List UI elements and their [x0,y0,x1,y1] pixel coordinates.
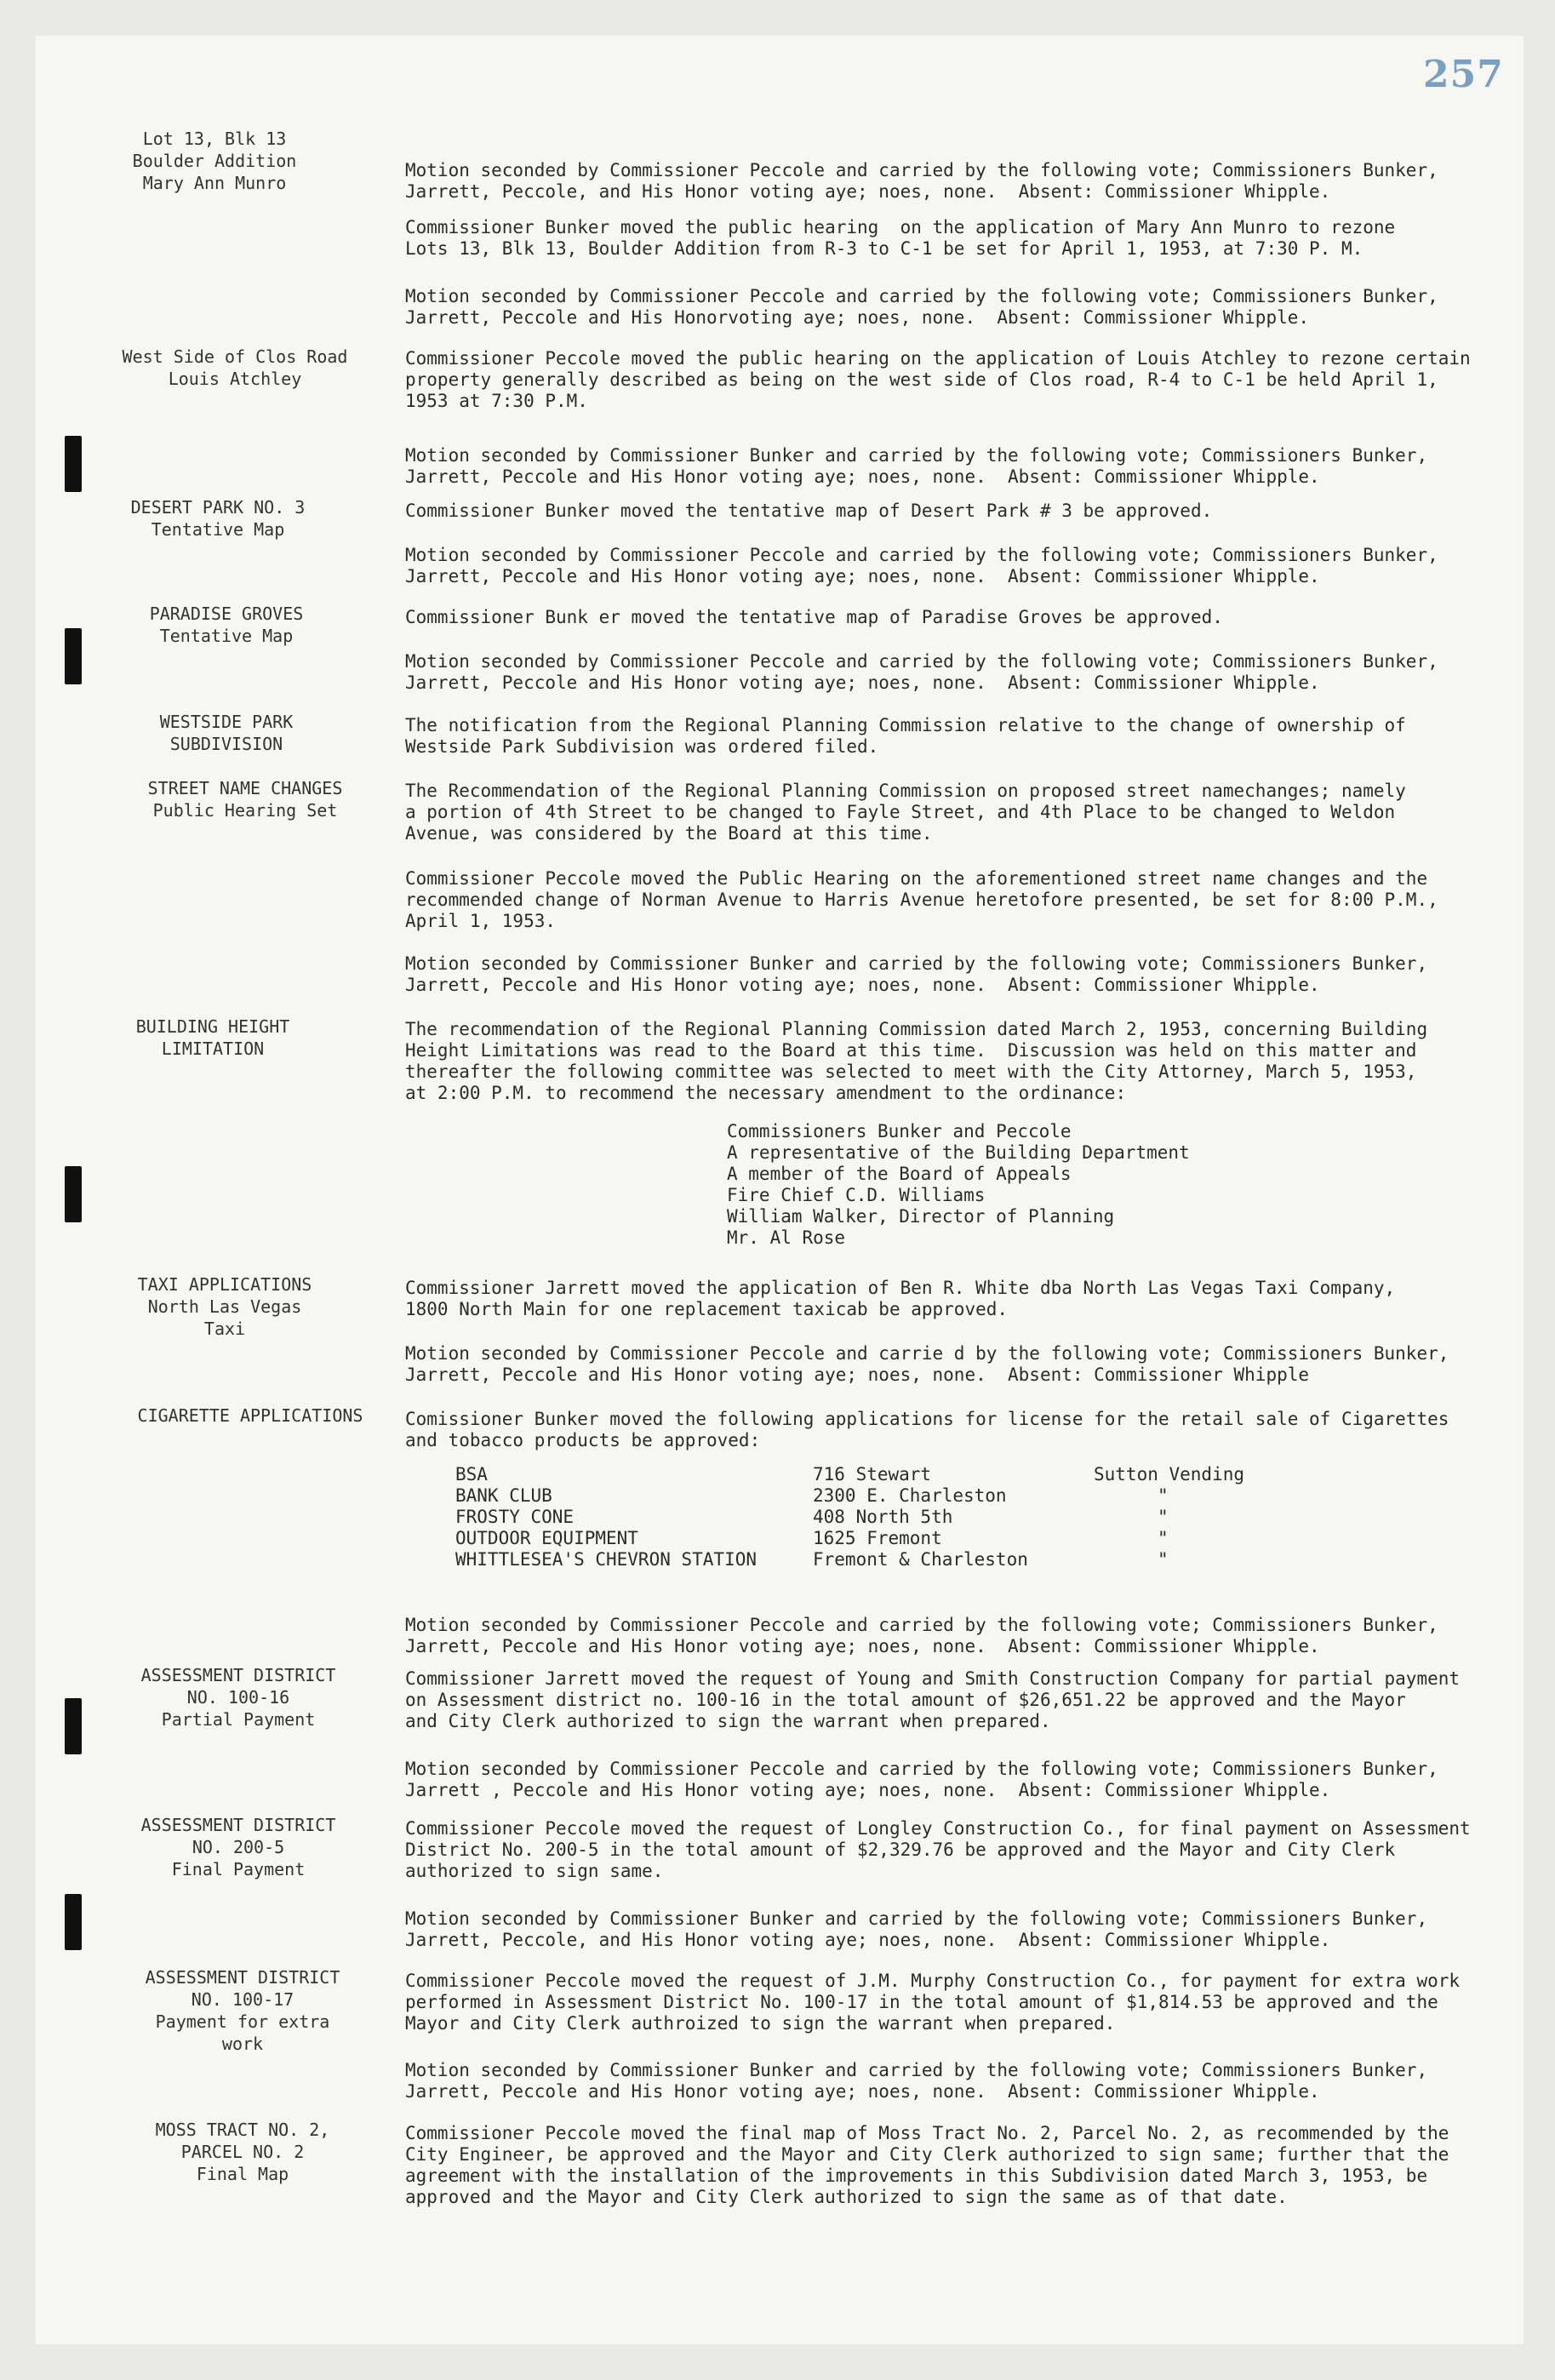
binder-hole-mark [65,1166,82,1222]
paragraph-line: property generally described as being on the west side of Clos road, R-4 to C-1 be held April 1, [405,369,1438,390]
paragraph-line: approved and the Mayor and City Clerk authorized to sign the same as of that date. [405,2187,1288,2207]
minutes-paragraph [405,1019,1478,1104]
license-address: 408 North 5th [813,1507,953,1527]
license-address: Fremont & Charleston [813,1549,1028,1570]
paragraph-line: Motion seconded by Commissioner Peccole and carried by the following vote; Commissioners Bunker, [405,1759,1438,1779]
committee-member: Fire Chief C.D. Williams [727,1185,986,1205]
license-vendor: " [1158,1528,1169,1548]
minutes-paragraph [405,1668,1478,1732]
binder-hole-mark [65,1698,82,1754]
license-name: BSA [455,1464,488,1485]
paragraph-line: Commissioner Peccole moved the request of J.M. Murphy Construction Co., for payment for extra work [405,1971,1461,1991]
margin-heading-line: Lot 13, Blk 13 [142,129,287,149]
paragraph-line: Jarrett, Peccole and His Honor voting aye; noes, none. Absent: Commissioner Whipple. [405,672,1320,693]
paragraph-line: Motion seconded by Commissioner Bunker and carried by the following vote; Commissioners Bunker, [405,2060,1428,2080]
margin-heading [85,1814,392,1880]
minutes-paragraph [405,1615,1478,1657]
paragraph-line: Jarrett, Peccole and His Honor voting aye; noes, none. Absent: Commissioner Whipple. [405,975,1320,995]
minutes-paragraph [405,868,1478,932]
paragraph-line: The notification from the Regional Planning Commission relative to the change of ownership of [405,715,1406,735]
license-vendor: " [1158,1485,1169,1506]
paragraph-line: Lots 13, Blk 13, Boulder Addition from R-3 to C-1 be set for April 1, 1953, at 7:30 P. M. [405,238,1363,259]
paragraph-line: Jarrett, Peccole and His Honor voting aye; noes, none. Absent: Commissioner Whipple [405,1364,1310,1385]
paragraph-line: Height Limitations was read to the Board at this time. Discussion was held on this matter and [405,1040,1417,1061]
paragraph-line: Jarrett, Peccole and His Honor voting aye; noes, none. Absent: Commissioner Whipple. [405,466,1320,487]
minutes-paragraph [405,2060,1478,2103]
margin-heading-line: CIGARETTE APPLICATIONS [137,1405,363,1426]
license-name: WHITTLESEA'S CHEVRON STATION [455,1549,757,1570]
margin-heading-line: North Las Vegas [147,1296,302,1317]
minutes-paragraph [405,1409,1478,1451]
paragraph-line: Jarrett, Peccole, and His Honor voting aye; noes, none. Absent: Commissioner Whipple. [405,181,1331,202]
paragraph-line: City Engineer, be approved and the Mayor and City Clerk authorized to sign same; further that the [405,2144,1449,2165]
minutes-paragraph [405,781,1478,844]
paragraph-line: Jarrett, Peccole, and His Honor voting aye; noes, none. Absent: Commissioner Whipple. [405,1930,1331,1950]
paragraph-line: agreement with the installation of the improvements in this Subdivision dated March 3, 1953, be [405,2165,1428,2186]
minutes-paragraph [405,1818,1478,1882]
paragraph-line: Motion seconded by Commissioner Bunker and carried by the following vote; Commissioners Bunker, [405,445,1428,466]
license-name: FROSTY CONE [455,1507,575,1527]
margin-heading-line: ASSESSMENT DISTRICT [140,1665,336,1685]
margin-heading-line: MOSS TRACT NO. 2, [155,2120,330,2140]
license-vendor: " [1158,1507,1169,1527]
margin-heading-line: DESERT PARK NO. 3 [130,497,306,518]
paragraph-line: Commissioner Jarrett moved the application of Ben R. White dba North Las Vegas Taxi Company, [405,1278,1396,1298]
paragraph-line: Motion seconded by Commissioner Peccole and carried by the following vote; Commissioners Bunker, [405,651,1438,672]
paragraph-line: Jarrett , Peccole and His Honor voting aye; noes, none. Absent: Commissioner Whipple. [405,1780,1331,1800]
margin-heading-line: STREET NAME CHANGES [147,778,343,798]
paragraph-line: Commissioner Peccole moved the Public Hearing on the aforementioned street name changes and the [405,868,1428,889]
minutes-paragraph [405,651,1478,694]
margin-heading-line: West Side of Clos Road [122,346,348,367]
paragraph-line: Commissioner Jarrett moved the request of Young and Smith Construction Company for partial payment [405,1668,1461,1689]
license-address: 1625 Fremont [813,1528,942,1548]
margin-heading-line: Tentative Map [159,626,294,646]
paragraph-line: Motion seconded by Commissioner Bunker and carried by the following vote; Commissioners Bunker, [405,1908,1428,1929]
license-name: OUTDOOR EQUIPMENT [455,1528,638,1548]
paragraph-line: Mayor and City Clerk authroized to sign the warrant when prepared. [405,2013,1116,2034]
margin-heading-line: ASSESSMENT DISTRICT [140,1815,336,1835]
paragraph-line: Motion seconded by Commissioner Peccole and carried by the following vote; Commissioners Bunker, [405,545,1438,565]
paragraph-line: authorized to sign same. [405,1861,664,1881]
license-name: BANK CLUB [455,1485,552,1506]
margin-heading [60,1016,366,1060]
margin-heading-line: TAXI APPLICATIONS [137,1274,312,1295]
margin-heading-line: Final Payment [171,1859,306,1879]
margin-heading-line: PARADISE GROVES [149,604,304,624]
paragraph-line: The Recommendation of the Regional Planning Commission on proposed street namechanges; namely [405,781,1406,801]
margin-heading-line: LIMITATION [161,1038,265,1059]
minutes-paragraph [405,1343,1478,1386]
margin-heading-line: PARCEL NO. 2 [180,2142,305,2162]
margin-heading-line: WESTSIDE PARK [159,712,294,732]
margin-heading [82,346,388,390]
committee-member: William Walker, Director of Planning [727,1206,1115,1227]
margin-heading [73,603,380,647]
margin-heading-line: Mary Ann Munro [142,173,287,193]
minutes-paragraph [405,1971,1478,2034]
paragraph-line: Commissioner Peccole moved the request of Longley Construction Co., for final payment on Assessment [405,1818,1471,1839]
paragraph-line: and tobacco products be approved: [405,1430,761,1450]
margin-heading [85,1664,392,1731]
margin-heading-line: NO. 100-16 [186,1687,290,1708]
paragraph-line: Motion seconded by Commissioner Bunker and carried by the following vote; Commissioners Bunker, [405,953,1428,974]
minutes-paragraph [405,715,1478,758]
paragraph-line: Commissioner Bunker moved the tentative map of Desert Park # 3 be approved. [405,501,1213,521]
margin-heading [92,777,398,821]
paragraph-line: The recommendation of the Regional Planning Commission dated March 2, 1953, concerning Building [405,1019,1428,1039]
minutes-paragraph [405,607,1478,628]
paragraph-line: 1800 North Main for one replacement taxicab be approved. [405,1299,1009,1319]
committee-list [727,1121,1190,1249]
page-number: 257 [1423,53,1504,96]
margin-heading [89,1966,396,2055]
paragraph-line: 1953 at 7:30 P.M. [405,391,588,411]
margin-heading [97,1405,403,1427]
committee-member: A member of the Board of Appeals [727,1164,1072,1184]
committee-member: A representative of the Building Department [727,1142,1190,1163]
minutes-paragraph [405,545,1478,587]
minutes-paragraph [405,953,1478,996]
margin-heading-line: SUBDIVISION [169,734,283,754]
minutes-paragraph [405,1278,1478,1320]
committee-member: Commissioners Bunker and Peccole [727,1121,1072,1141]
paragraph-line: Westside Park Subdivision was ordered filed. [405,736,879,757]
margin-heading-line: NO. 100-17 [191,1989,294,2010]
paragraph-line: recommended change of Norman Avenue to Harris Avenue heretofore presented, be set for 8:00 P.M., [405,890,1438,910]
paragraph-line: Motion seconded by Commissioner Peccole and carried by the following vote; Commissioners Bunker, [405,286,1438,306]
paragraph-line: Jarrett, Peccole and His Honor voting aye; noes, none. Absent: Commissioner Whipple. [405,2081,1320,2102]
committee-member: Mr. Al Rose [727,1227,846,1248]
minutes-paragraph [405,2123,1478,2208]
paragraph-line: at 2:00 P.M. to recommend the necessary amendment to the ordinance: [405,1083,1127,1103]
paragraph-line: Jarrett, Peccole and His Honor voting aye; noes, none. Absent: Commissioner Whipple. [405,566,1320,586]
paragraph-line: Comissioner Bunker moved the following applications for license for the retail sale of Cigarettes [405,1409,1449,1429]
paragraph-line: thereafter the following committee was selected to meet with the City Attorney, March 5, 1953, [405,1061,1417,1082]
margin-heading-line: Taxi [203,1319,246,1339]
paragraph-line: Motion seconded by Commissioner Peccole and carried by the following vote; Commissioners Bunker, [405,1615,1438,1635]
license-address: 2300 E. Charleston [813,1485,1007,1506]
minutes-paragraph [405,286,1478,329]
margin-heading [73,711,380,755]
paragraph-line: performed in Assessment District No. 100-17 in the total amount of $1,814.53 be approved and the [405,1992,1438,2012]
binder-hole-mark [65,436,82,492]
margin-heading [65,496,371,541]
minutes-paragraph [405,160,1478,203]
margin-heading-line: Tentative Map [151,519,285,540]
paragraph-line: Jarrett, Peccole and His Honor voting aye; noes, none. Absent: Commissioner Whipple. [405,1636,1320,1656]
paragraph-line: Commissioner Peccole moved the final map of Moss Tract No. 2, Parcel No. 2, as recommended by the [405,2123,1449,2143]
minutes-paragraph [405,1759,1478,1801]
margin-heading-line: ASSESSMENT DISTRICT [145,1967,340,1988]
paragraph-line: Commissioner Bunk er moved the tentative map of Paradise Groves be approved. [405,607,1223,627]
paragraph-line: Commissioner Peccole moved the public hearing on the application of Louis Atchley to rezone certain [405,348,1471,369]
margin-heading [89,2119,396,2185]
license-vendor: Sutton Vending [1094,1464,1245,1485]
margin-heading-line: Public Hearing Set [152,800,338,821]
license-vendor: " [1158,1549,1169,1570]
margin-heading-line: Partial Payment [161,1709,316,1730]
paragraph-line: Avenue, was considered by the Board at this time. [405,823,933,844]
minutes-paragraph [405,445,1478,488]
margin-heading-line: Boulder Addition [132,151,297,171]
margin-heading [71,1273,378,1340]
minutes-paragraph [405,217,1478,260]
paragraph-line: District No. 200-5 in the total amount of $2,329.76 be approved and the Mayor and City Clerk [405,1839,1396,1860]
binder-hole-mark [65,1894,82,1950]
paragraph-line: Motion seconded by Commissioner Peccole and carrie d by the following vote; Commissioners Bunker, [405,1343,1449,1364]
margin-heading-line: Payment for extra [155,2011,330,2032]
margin-heading-line: BUILDING HEIGHT [135,1016,290,1037]
minutes-paragraph [405,348,1478,412]
margin-heading-line: work [221,2034,264,2054]
minutes-paragraph [405,1908,1478,1951]
paragraph-line: on Assessment district no. 100-16 in the total amount of $26,651.22 be approved and the Mayor [405,1690,1406,1710]
minutes-paragraph [405,501,1478,522]
paragraph-line: a portion of 4th Street to be changed to Fayle Street, and 4th Place to be changed to Weldon [405,802,1396,822]
margin-heading-line: Final Map [196,2164,289,2184]
paragraph-line: and City Clerk authorized to sign the warrant when prepared. [405,1711,1051,1731]
paragraph-line: Commissioner Bunker moved the public hearing on the application of Mary Ann Munro to rezone [405,217,1396,237]
paragraph-line: Jarrett, Peccole and His Honorvoting aye; noes, none. Absent: Commissioner Whipple. [405,307,1310,328]
paragraph-line: Motion seconded by Commissioner Peccole and carried by the following vote; Commissioners Bunker, [405,160,1438,180]
margin-heading-line: Louis Atchley [168,369,302,389]
margin-heading-line: NO. 200-5 [192,1837,285,1857]
margin-heading [61,128,368,194]
license-address: 716 Stewart [813,1464,932,1485]
paragraph-line: April 1, 1953. [405,911,557,931]
